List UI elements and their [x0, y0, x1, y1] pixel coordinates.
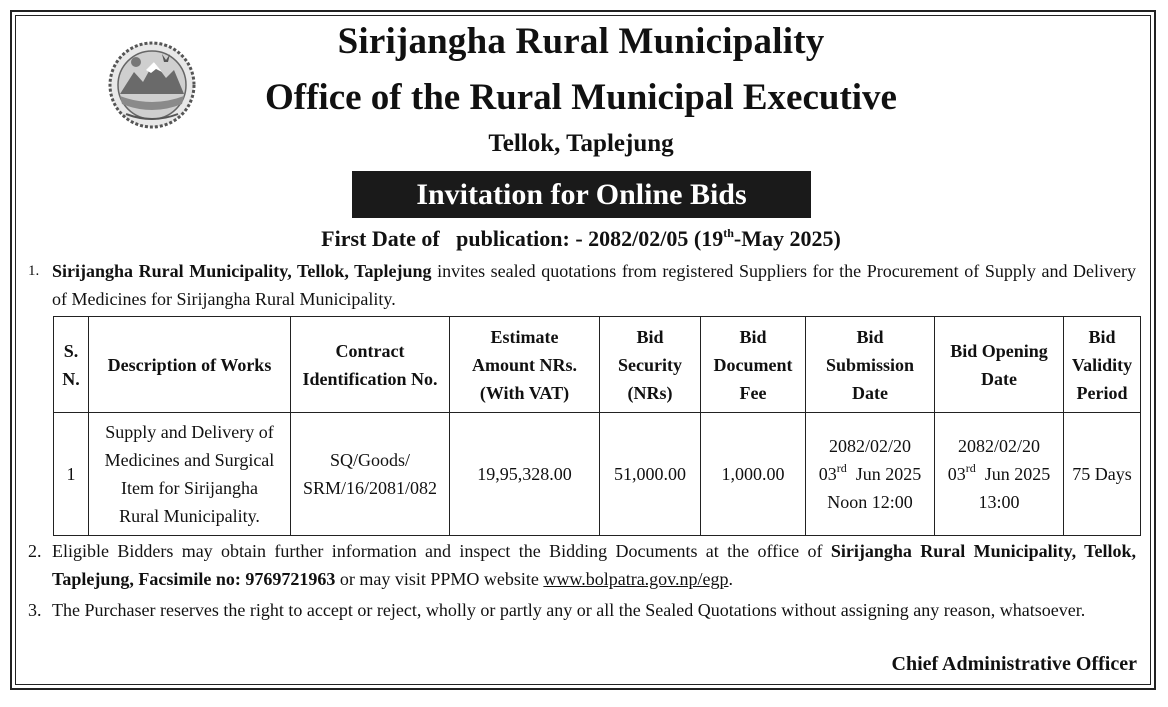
location: Tellok, Taplejung [488, 130, 674, 157]
header-contract-id: Contract Identification No. [291, 317, 450, 413]
clause-2: 2. Eligible Bidders may obtain further information and inspect the Bidding Documents at the office of Sirijangha Rural Municipality, Tellok, Taplejung, Facsimile no: 9769721963 or may visit PPMO website www.bolpatra.gov.np/egp. [28, 537, 1136, 593]
header-description: Description of Works [89, 317, 291, 413]
cell-submission-date: 2082/02/20 03rd Jun 2025 Noon 12:00 [806, 413, 935, 536]
cell-document-fee: 1,000.00 [701, 413, 806, 536]
header-sn: S. N. [54, 317, 89, 413]
office-title: Office of the Rural Municipal Executive [265, 77, 897, 118]
cell-description: Supply and Delivery of Medicines and Surgical Item for Sirijangha Rural Municipality. [89, 413, 291, 536]
table-header-row [54, 317, 1141, 413]
clause-number: 1. [28, 263, 40, 279]
cell-opening-date: 2082/02/20 03rd Jun 2025 13:00 [935, 413, 1064, 536]
table-row [54, 413, 1141, 536]
cell-validity: 75 Days [1064, 413, 1141, 536]
header-submission-date: Bid Submission Date [806, 317, 935, 413]
publication-date: First Date of publication: - 2082/02/05 (19th-May 2025) [321, 225, 841, 251]
ppmo-website-link[interactable]: www.bolpatra.gov.np/egp [543, 569, 729, 589]
clause-number: 2. [28, 541, 42, 561]
clause-1: 1. Sirijangha Rural Municipality, Tellok, Taplejung invites sealed quotations from registered Suppliers for the Procurement of Supply and Delivery of Medicines for Sirijangha Rural Municipality. [28, 257, 1136, 313]
header-validity: Bid Validity Period [1064, 317, 1141, 413]
org-name: Sirijangha Rural Municipality [337, 21, 825, 62]
header-estimate: Estimate Amount NRs. (With VAT) [450, 317, 600, 413]
bid-table [53, 316, 1141, 536]
header-opening-date: Bid Opening Date [935, 317, 1064, 413]
cell-bid-security: 51,000.00 [600, 413, 701, 536]
cell-contract-id: SQ/Goods/ SRM/16/2081/082 [291, 413, 450, 536]
header-document-fee: Bid Document Fee [701, 317, 806, 413]
notice-banner: Invitation for Online Bids [352, 171, 811, 218]
cell-estimate: 19,95,328.00 [450, 413, 600, 536]
clause-number: 3. [28, 600, 42, 620]
cell-sn: 1 [54, 413, 89, 536]
clause-3: 3. The Purchaser reserves the right to accept or reject, wholly or partly any or all the Sealed Quotations without assigning any reason, whatsoever. [28, 596, 1136, 624]
header-bid-security: Bid Security (NRs) [600, 317, 701, 413]
signatory-title: Chief Administrative Officer [891, 653, 1137, 675]
